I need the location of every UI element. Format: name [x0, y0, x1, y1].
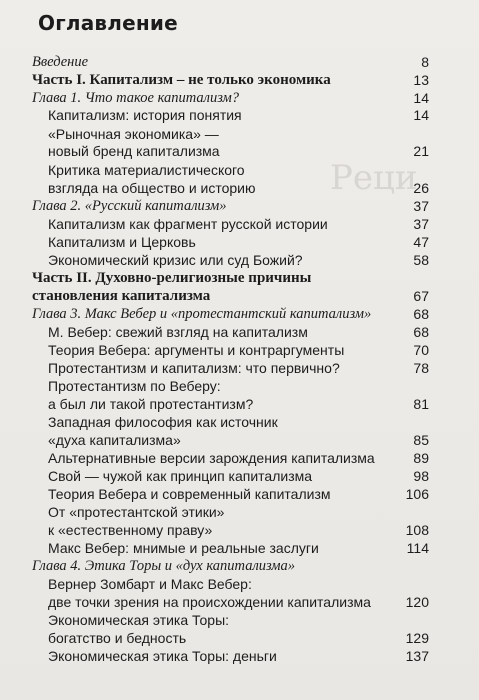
toc-entry-title: «Рыночная экономика» — — [48, 126, 219, 142]
toc-entry-title: Западная философия как источник — [48, 414, 278, 430]
toc-entry-title: Часть II. Духовно-религиозные причины — [32, 270, 312, 286]
toc-entry-page: 68 — [413, 306, 429, 322]
toc-entry-title: Теория Вебера и современный капитализм — [48, 486, 331, 502]
toc-entry-title: Глава 1. Что такое капитализм? — [32, 90, 240, 106]
toc-entry-page: 14 — [413, 107, 429, 123]
toc-entry-title: Капитализм и Церковь — [48, 234, 196, 250]
toc-entry-page: 13 — [413, 72, 429, 88]
toc-entry-page: 114 — [406, 540, 429, 556]
toc-entry-page: 89 — [413, 450, 429, 466]
toc-entry-title: Капитализм: история понятия — [48, 107, 242, 123]
toc-entry-page: 14 — [413, 90, 429, 106]
toc-entry-page: 78 — [413, 360, 429, 376]
toc-entry-title: две точки зрения на происхождении капитализма — [48, 594, 371, 610]
toc-entry-title: а был ли такой протестантизм? — [48, 396, 254, 412]
toc-entry-title: От «протестантской этики» — [48, 504, 225, 520]
toc-entry-page: 58 — [413, 252, 429, 268]
page-title: Оглавление — [38, 11, 178, 35]
toc-entry-title: Часть I. Капитализм – не только экономика — [32, 72, 331, 88]
toc-entry-title: становления капитализма — [32, 288, 211, 304]
toc-entry-page: 98 — [413, 468, 429, 484]
toc-entry-title: Экономическая этика Торы: деньги — [48, 648, 277, 664]
toc-entry-title: Экономический кризис или суд Божий? — [48, 252, 303, 268]
toc-entry-title: Макс Вебер: мнимые и реальные заслуги — [48, 540, 319, 556]
toc-entry-page: 106 — [405, 486, 429, 502]
toc-entry-title: Протестантизм по Веберу: — [48, 378, 221, 394]
toc-entry-title: Теория Вебера: аргументы и контраргументы — [48, 342, 345, 358]
toc-entry-title: взгляда на общество и историю — [48, 180, 256, 196]
toc-entry-title: новый бренд капитализма — [48, 143, 220, 159]
toc-entry-title: «духа капитализма» — [48, 432, 181, 448]
toc-entry-page: 137 — [405, 648, 429, 664]
toc-entry-page: 85 — [413, 432, 429, 448]
toc-entry-title: Протестантизм и капитализм: что первично? — [48, 360, 340, 376]
toc-entry-page: 67 — [413, 288, 429, 304]
toc-entry-title: Глава 4. Этика Торы и «дух капитализма» — [32, 558, 296, 574]
bleed-through-text: Реци — [330, 158, 418, 198]
toc-entry-title: Капитализм как фрагмент русской истории — [48, 216, 328, 232]
toc-entry-title: Глава 2. «Русский капитализм» — [32, 198, 227, 214]
toc-entry-page: 81 — [413, 396, 429, 412]
toc-entry-page: 26 — [413, 180, 429, 196]
toc-entry-title: богатство и бедность — [48, 630, 187, 646]
toc-entry-title: к «естественному праву» — [48, 522, 213, 538]
toc-entry-title: М. Вебер: свежий взгляд на капитализм — [48, 324, 308, 340]
toc-entry-page: 47 — [413, 234, 429, 250]
toc-entry-page: 120 — [405, 594, 429, 610]
toc-entry-page: 8 — [421, 54, 429, 70]
toc-entry-page: 37 — [413, 216, 429, 232]
toc-entry-page: 129 — [405, 630, 429, 646]
toc-entry-page: 68 — [413, 324, 429, 340]
toc-entry-page: 37 — [413, 198, 429, 214]
toc-entry-title: Критика материалистического — [48, 162, 245, 178]
toc-entry-title: Глава 3. Макс Вебер и «протестантский капитализм» — [32, 306, 372, 322]
toc-entry-page: 70 — [413, 342, 429, 358]
toc-entry-title: Альтернативные версии зарождения капитализма — [48, 450, 375, 466]
toc-entry-page: 21 — [413, 143, 429, 159]
toc-entry-page: 108 — [405, 522, 429, 538]
toc-entry-title: Введение — [32, 54, 89, 70]
toc-entry-title: Вернер Зомбарт и Макс Вебер: — [48, 576, 252, 592]
toc-entry-title: Свой — чужой как принцип капитализма — [48, 468, 313, 484]
toc-entry-title: Экономическая этика Торы: — [48, 612, 230, 628]
